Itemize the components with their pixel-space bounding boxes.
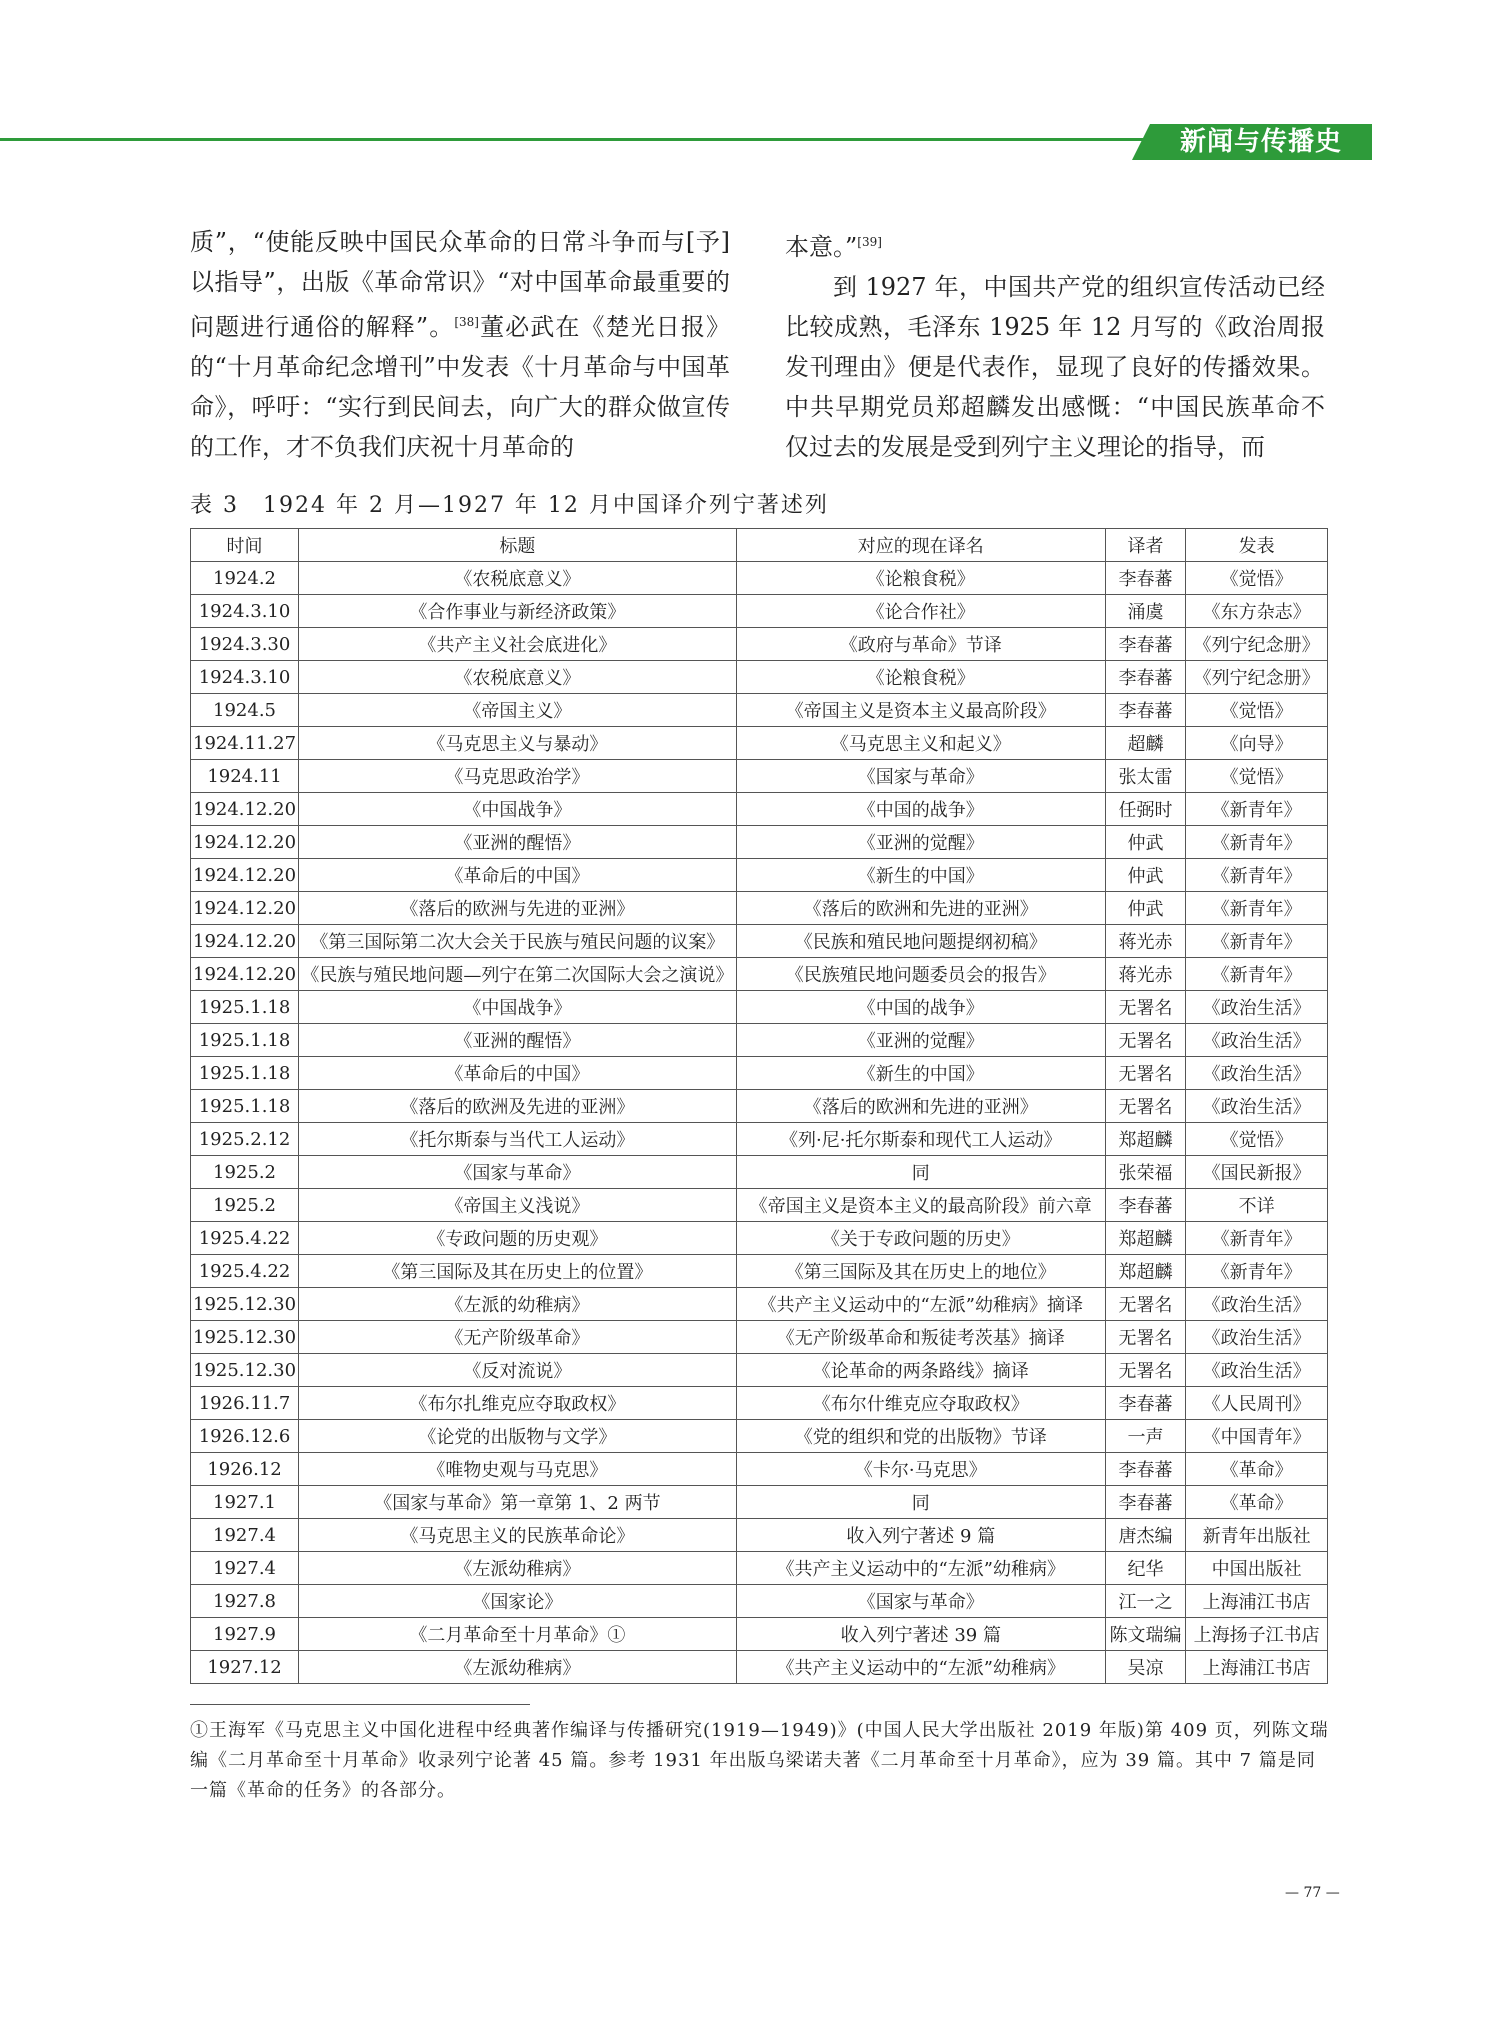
cell-publication: 《政治生活》: [1186, 1090, 1328, 1123]
cell-publication: 上海浦江书店: [1186, 1651, 1328, 1684]
cell-translator: 江一之: [1105, 1585, 1186, 1618]
cell-translator: 无署名: [1105, 991, 1186, 1024]
cell-publication: 《人民周刊》: [1186, 1387, 1328, 1420]
cell-title: 《中国战争》: [299, 793, 737, 826]
cell-date: 1924.12.20: [191, 859, 299, 892]
cell-title: 《中国战争》: [299, 991, 737, 1024]
cell-modern-title: 《民族殖民地问题委员会的报告》: [736, 958, 1105, 991]
cell-modern-title: 《论合作社》: [736, 595, 1105, 628]
table-row: [191, 991, 1328, 1024]
cell-translator: 唐杰编: [1105, 1519, 1186, 1552]
cell-title: 《唯物史观与马克思》: [299, 1453, 737, 1486]
cell-publication: 《政治生活》: [1186, 1354, 1328, 1387]
cell-modern-title: 《第三国际及其在历史上的地位》: [736, 1255, 1105, 1288]
cell-date: 1925.12.30: [191, 1321, 299, 1354]
table-row: [191, 1024, 1328, 1057]
cell-date: 1927.4: [191, 1552, 299, 1585]
table-row: [191, 925, 1328, 958]
cell-translator: 仲武: [1105, 859, 1186, 892]
cell-date: 1926.12.6: [191, 1420, 299, 1453]
cell-translator: 张荣福: [1105, 1156, 1186, 1189]
table-row: [191, 1255, 1328, 1288]
table-row: [191, 760, 1328, 793]
cell-translator: 李春蕃: [1105, 1189, 1186, 1222]
cell-translator: 吴凉: [1105, 1651, 1186, 1684]
left-text-1: 质”，“使能反映中国民众革命的日常斗争而与[予]以指导”，出版《革命常识》“对中国革命最重要的问题进行通俗的解释”。: [190, 228, 730, 341]
cell-translator: 李春蕃: [1105, 1453, 1186, 1486]
cell-publication: 《新青年》: [1186, 1255, 1328, 1288]
cell-translator: 李春蕃: [1105, 562, 1186, 595]
cell-date: 1925.4.22: [191, 1255, 299, 1288]
cell-modern-title: 《中国的战争》: [736, 793, 1105, 826]
right-column: [785, 222, 1325, 467]
cell-date: 1925.1.18: [191, 991, 299, 1024]
right-paragraph-1: [785, 222, 1325, 267]
cell-title: 《论党的出版物与文学》: [299, 1420, 737, 1453]
table-row: [191, 892, 1328, 925]
cell-title: 《无产阶级革命》: [299, 1321, 737, 1354]
cell-title: 《帝国主义》: [299, 694, 737, 727]
cell-date: 1925.12.30: [191, 1354, 299, 1387]
cell-publication: 新青年出版社: [1186, 1519, 1328, 1552]
table-row: [191, 1288, 1328, 1321]
cell-translator: 仲武: [1105, 892, 1186, 925]
cell-date: 1924.3.30: [191, 628, 299, 661]
cell-date: 1925.2: [191, 1189, 299, 1222]
cell-translator: 无署名: [1105, 1090, 1186, 1123]
cell-translator: 李春蕃: [1105, 628, 1186, 661]
cell-date: 1925.2: [191, 1156, 299, 1189]
cell-title: 《帝国主义浅说》: [299, 1189, 737, 1222]
cell-publication: 《新青年》: [1186, 1222, 1328, 1255]
cell-title: 《第三国际第二次大会关于民族与殖民问题的议案》: [299, 925, 737, 958]
cell-date: 1927.12: [191, 1651, 299, 1684]
cell-translator: 涌虞: [1105, 595, 1186, 628]
cell-date: 1924.12.20: [191, 958, 299, 991]
cell-modern-title: 《党的组织和党的出版物》节译: [736, 1420, 1105, 1453]
table-row: [191, 1090, 1328, 1123]
table-row: [191, 1057, 1328, 1090]
cell-modern-title: 同: [736, 1156, 1105, 1189]
col-header-publication: 发表: [1186, 529, 1328, 562]
cell-modern-title: 《落后的欧洲和先进的亚洲》: [736, 1090, 1105, 1123]
cell-date: 1925.12.30: [191, 1288, 299, 1321]
cell-publication: 《新青年》: [1186, 925, 1328, 958]
cell-publication: 不详: [1186, 1189, 1328, 1222]
cell-date: 1926.12: [191, 1453, 299, 1486]
cell-title: 《革命后的中国》: [299, 1057, 737, 1090]
cell-publication: 《政治生活》: [1186, 1024, 1328, 1057]
cell-publication: 《新青年》: [1186, 892, 1328, 925]
page-number: — 77 —: [1285, 1885, 1340, 1901]
cell-modern-title: 收入列宁著述 39 篇: [736, 1618, 1105, 1651]
cell-publication: 上海扬子江书店: [1186, 1618, 1328, 1651]
cell-title: 《合作事业与新经济政策》: [299, 595, 737, 628]
cell-publication: 《政治生活》: [1186, 1057, 1328, 1090]
cell-title: 《马克思政治学》: [299, 760, 737, 793]
cell-publication: 《革命》: [1186, 1486, 1328, 1519]
cell-title: 《落后的欧洲及先进的亚洲》: [299, 1090, 737, 1123]
cell-title: 《亚洲的醒悟》: [299, 1024, 737, 1057]
table-row: [191, 1321, 1328, 1354]
table-row: [191, 1552, 1328, 1585]
cell-date: 1924.12.20: [191, 826, 299, 859]
cell-date: 1925.4.22: [191, 1222, 299, 1255]
cell-title: 《左派的幼稚病》: [299, 1288, 737, 1321]
cell-translator: 一声: [1105, 1420, 1186, 1453]
cell-modern-title: 《帝国主义是资本主义最高阶段》: [736, 694, 1105, 727]
cell-translator: 超麟: [1105, 727, 1186, 760]
cell-modern-title: 同: [736, 1486, 1105, 1519]
cell-title: 《马克思主义与暴动》: [299, 727, 737, 760]
cell-modern-title: 收入列宁著述 9 篇: [736, 1519, 1105, 1552]
cell-modern-title: 《亚洲的觉醒》: [736, 1024, 1105, 1057]
cell-publication: 《列宁纪念册》: [1186, 661, 1328, 694]
cell-modern-title: 《论革命的两条路线》摘译: [736, 1354, 1105, 1387]
cell-publication: 《政治生活》: [1186, 991, 1328, 1024]
cell-title: 《托尔斯泰与当代工人运动》: [299, 1123, 737, 1156]
cell-modern-title: 《卡尔·马克思》: [736, 1453, 1105, 1486]
table-row: [191, 1420, 1328, 1453]
cell-date: 1925.2.12: [191, 1123, 299, 1156]
cell-title: 《国家与革命》: [299, 1156, 737, 1189]
table-row: [191, 1453, 1328, 1486]
cell-translator: 仲武: [1105, 826, 1186, 859]
table-row: [191, 727, 1328, 760]
cell-translator: 陈文瑞编: [1105, 1618, 1186, 1651]
cell-translator: 纪华: [1105, 1552, 1186, 1585]
table-row: [191, 1387, 1328, 1420]
cell-translator: 无署名: [1105, 1024, 1186, 1057]
table-row: [191, 1189, 1328, 1222]
cell-modern-title: 《中国的战争》: [736, 991, 1105, 1024]
cell-translator: 李春蕃: [1105, 661, 1186, 694]
cell-title: 《共产主义社会底进化》: [299, 628, 737, 661]
cell-title: 《布尔扎维克应夺取政权》: [299, 1387, 737, 1420]
cell-modern-title: 《民族和殖民地问题提纲初稿》: [736, 925, 1105, 958]
col-header-modern-title: 对应的现在译名: [736, 529, 1105, 562]
cell-translator: 李春蕃: [1105, 1486, 1186, 1519]
cell-translator: 李春蕃: [1105, 1387, 1186, 1420]
cell-modern-title: 《关于专政问题的历史》: [736, 1222, 1105, 1255]
cell-date: 1927.8: [191, 1585, 299, 1618]
cell-publication: 上海浦江书店: [1186, 1585, 1328, 1618]
cell-date: 1925.1.18: [191, 1090, 299, 1123]
cell-title: 《二月革命至十月革命》①: [299, 1618, 737, 1651]
cell-date: 1925.1.18: [191, 1057, 299, 1090]
cell-title: 《专政问题的历史观》: [299, 1222, 737, 1255]
cell-title: 《国家论》: [299, 1585, 737, 1618]
table-caption: 表 3 1924 年 2 月—1927 年 12 月中国译介列宁著述列: [190, 493, 829, 518]
citation-39: [39]: [857, 235, 882, 249]
cell-translator: 蒋光赤: [1105, 925, 1186, 958]
footnote: ①王海军《马克思主义中国化进程中经典著作编译与传播研究(1919—1949)》(中国人民大学出版社 2019 年版)第 409 页，列陈文瑞编《二月革命至十月革命》收录列宁论著 45 篇。参考 1931 年出版乌梁诺夫著《二月革命至十月革命》，应为 39 篇。其中 7 篇是同一篇《革命的任务》的各部分。: [190, 1720, 1329, 1801]
citation-38: [38]: [454, 315, 479, 329]
cell-date: 1927.1: [191, 1486, 299, 1519]
table-row: [191, 562, 1328, 595]
cell-date: 1924.11.27: [191, 727, 299, 760]
cell-date: 1925.1.18: [191, 1024, 299, 1057]
cell-modern-title: 《共产主义运动中的“左派”幼稚病》摘译: [736, 1288, 1105, 1321]
cell-publication: 《新青年》: [1186, 826, 1328, 859]
table-row: [191, 958, 1328, 991]
cell-publication: 《政治生活》: [1186, 1321, 1328, 1354]
col-header-title: 标题: [299, 529, 737, 562]
cell-translator: 任弼时: [1105, 793, 1186, 826]
cell-modern-title: 《国家与革命》: [736, 760, 1105, 793]
cell-title: 《反对流说》: [299, 1354, 737, 1387]
cell-modern-title: 《落后的欧洲和先进的亚洲》: [736, 892, 1105, 925]
cell-publication: 《列宁纪念册》: [1186, 628, 1328, 661]
cell-modern-title: 《新生的中国》: [736, 1057, 1105, 1090]
header-rule: [0, 138, 1150, 141]
cell-publication: 《觉悟》: [1186, 694, 1328, 727]
right-text-1: 本意。”: [785, 233, 858, 261]
cell-date: 1927.4: [191, 1519, 299, 1552]
cell-date: 1927.9: [191, 1618, 299, 1651]
cell-translator: 李春蕃: [1105, 694, 1186, 727]
table-row: [191, 1519, 1328, 1552]
cell-date: 1924.12.20: [191, 793, 299, 826]
table-row: [191, 1618, 1328, 1651]
left-text-2: 董必武在《楚光日报》的“十月革命纪念增刊”中发表《十月革命与中国革命》，呼吁：“实行到民间去，向广大的群众做宣传的工作，才不负我们庆祝十月革命的: [190, 313, 730, 461]
cell-date: 1924.11: [191, 760, 299, 793]
cell-translator: 郑超麟: [1105, 1255, 1186, 1288]
cell-publication: 《国民新报》: [1186, 1156, 1328, 1189]
cell-date: 1924.3.10: [191, 595, 299, 628]
cell-translator: 无署名: [1105, 1057, 1186, 1090]
cell-title: 《革命后的中国》: [299, 859, 737, 892]
table-row: [191, 1354, 1328, 1387]
cell-modern-title: 《马克思主义和起义》: [736, 727, 1105, 760]
footnote-rule: [190, 1704, 530, 1705]
cell-title: 《左派幼稚病》: [299, 1552, 737, 1585]
cell-date: 1924.12.20: [191, 925, 299, 958]
cell-date: 1924.3.10: [191, 661, 299, 694]
cell-title: 《马克思主义的民族革命论》: [299, 1519, 737, 1552]
col-header-translator: 译者: [1105, 529, 1186, 562]
table-row: [191, 1651, 1328, 1684]
cell-modern-title: 《政府与革命》节译: [736, 628, 1105, 661]
cell-modern-title: 《共产主义运动中的“左派”幼稚病》: [736, 1552, 1105, 1585]
cell-date: 1926.11.7: [191, 1387, 299, 1420]
cell-publication: 《革命》: [1186, 1453, 1328, 1486]
cell-title: 《亚洲的醒悟》: [299, 826, 737, 859]
table-body: [191, 562, 1328, 1684]
table-row: [191, 595, 1328, 628]
cell-translator: 无署名: [1105, 1288, 1186, 1321]
cell-publication: 《觉悟》: [1186, 1123, 1328, 1156]
cell-modern-title: 《布尔什维克应夺取政权》: [736, 1387, 1105, 1420]
table-row: [191, 661, 1328, 694]
table-row: [191, 1486, 1328, 1519]
cell-publication: 《东方杂志》: [1186, 595, 1328, 628]
cell-publication: 《中国青年》: [1186, 1420, 1328, 1453]
section-tag: 新闻与传播史: [1150, 124, 1372, 160]
cell-title: 《民族与殖民地问题—列宁在第二次国际大会之演说》: [299, 958, 737, 991]
cell-modern-title: 《亚洲的觉醒》: [736, 826, 1105, 859]
cell-modern-title: 《列·尼·托尔斯泰和现代工人运动》: [736, 1123, 1105, 1156]
table-row: [191, 793, 1328, 826]
left-column: [190, 222, 730, 467]
cell-modern-title: 《无产阶级革命和叛徒考茨基》摘译: [736, 1321, 1105, 1354]
cell-publication: 《新青年》: [1186, 958, 1328, 991]
cell-date: 1924.12.20: [191, 892, 299, 925]
cell-translator: 无署名: [1105, 1354, 1186, 1387]
cell-publication: 《新青年》: [1186, 859, 1328, 892]
cell-modern-title: 《国家与革命》: [736, 1585, 1105, 1618]
table-row: [191, 628, 1328, 661]
table-row: [191, 1123, 1328, 1156]
table-header-row: [191, 529, 1328, 562]
cell-translator: 无署名: [1105, 1321, 1186, 1354]
cell-date: 1924.2: [191, 562, 299, 595]
table-row: [191, 826, 1328, 859]
table-row: [191, 859, 1328, 892]
cell-translator: 蒋光赤: [1105, 958, 1186, 991]
right-paragraph-2: 到 1927 年，中国共产党的组织宣传活动已经比较成熟，毛泽东 1925 年 12 月写的《政治周报发刊理由》便是代表作，显现了良好的传播效果。中共早期党员郑超麟发出感慨：“中国民族革命不仅过去的发展是受到列宁主义理论的指导，而: [785, 273, 1325, 461]
cell-modern-title: 《共产主义运动中的“左派”幼稚病》: [736, 1651, 1105, 1684]
cell-modern-title: 《新生的中国》: [736, 859, 1105, 892]
lenin-translations-table: [190, 528, 1328, 1684]
cell-translator: 郑超麟: [1105, 1123, 1186, 1156]
cell-title: 《第三国际及其在历史上的位置》: [299, 1255, 737, 1288]
col-header-date: 时间: [191, 529, 299, 562]
cell-modern-title: 《帝国主义是资本主义的最高阶段》前六章: [736, 1189, 1105, 1222]
cell-title: 《左派幼稚病》: [299, 1651, 737, 1684]
left-paragraph: [190, 222, 730, 467]
table-row: [191, 1156, 1328, 1189]
table-row: [191, 1585, 1328, 1618]
cell-title: 《农税底意义》: [299, 661, 737, 694]
cell-publication: 《政治生活》: [1186, 1288, 1328, 1321]
cell-publication: 《新青年》: [1186, 793, 1328, 826]
table-row: [191, 1222, 1328, 1255]
cell-publication: 《觉悟》: [1186, 562, 1328, 595]
table-row: [191, 694, 1328, 727]
cell-modern-title: 《论粮食税》: [736, 562, 1105, 595]
cell-translator: 张太雷: [1105, 760, 1186, 793]
cell-publication: 中国出版社: [1186, 1552, 1328, 1585]
cell-date: 1924.5: [191, 694, 299, 727]
cell-publication: 《觉悟》: [1186, 760, 1328, 793]
cell-translator: 郑超麟: [1105, 1222, 1186, 1255]
cell-publication: 《向导》: [1186, 727, 1328, 760]
cell-title: 《落后的欧洲与先进的亚洲》: [299, 892, 737, 925]
cell-title: 《国家与革命》第一章第 1、2 两节: [299, 1486, 737, 1519]
cell-modern-title: 《论粮食税》: [736, 661, 1105, 694]
cell-title: 《农税底意义》: [299, 562, 737, 595]
